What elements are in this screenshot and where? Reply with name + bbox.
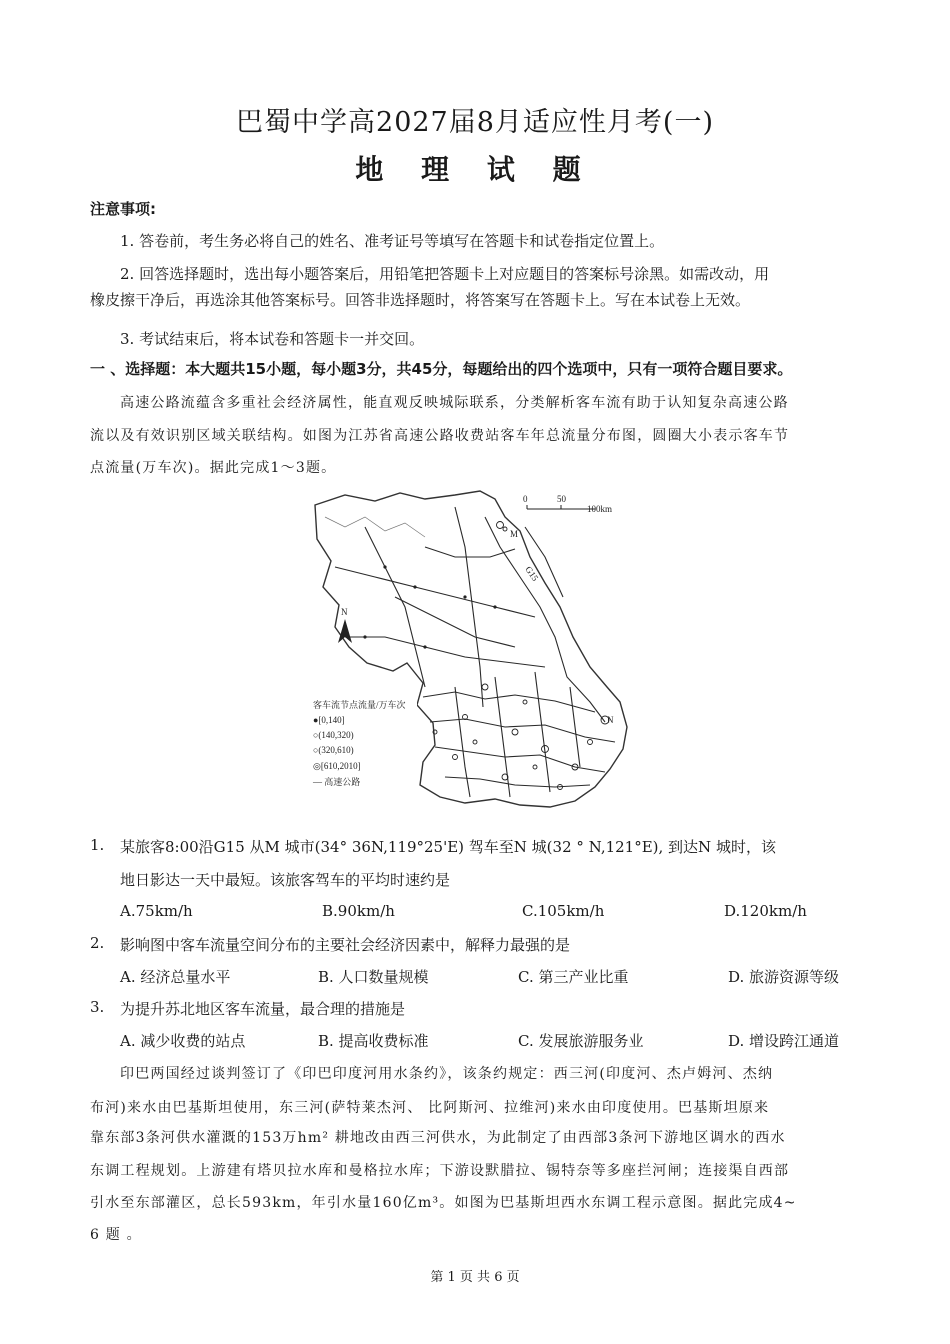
question-3-stem: 为提升苏北地区客车流量，最合理的措施是 (120, 1000, 406, 1018)
q3-option-d: D. 增设跨江通道 (728, 1032, 840, 1050)
question-1-stem-cont: 地日影达一天中最短。该旅客驾车的平均时速约是 (120, 871, 451, 889)
passage1-line-3: 点流量(万车次)。据此完成1～3题。 (90, 460, 337, 476)
legend-item-1: ●[0,140] (313, 715, 345, 725)
q2-option-c: C. 第三产业比重 (518, 968, 629, 986)
passage2-line-4: 东调工程规划。上游建有塔贝拉水库和曼格拉水库；下游设默腊拉、锡特奈等多座拦河闸；连接渠自西部 (90, 1163, 790, 1179)
q2-option-a: A. 经济总量水平 (120, 968, 231, 986)
passage2-line-5: 引水至东部灌区，总长593km，年引水量160亿m³。如图为巴基斯坦西水东调工程示意图。据此完成4~ (90, 1195, 797, 1211)
legend-title: 客车流节点流量/万车次 (313, 700, 406, 710)
q1-option-d: D.120km/h (724, 902, 807, 920)
legend-item-4: ◎[610,2010] (313, 761, 361, 771)
passage2-line-6: 6 题 。 (90, 1227, 142, 1243)
question-2-number: 2. (90, 934, 105, 952)
q1-option-b: B.90km/h (322, 902, 395, 920)
svg-text:N: N (341, 607, 348, 617)
subject-title: 地 理 试 题 (355, 153, 595, 186)
note-item-1: 1. 答卷前，考生务必将自己的姓名、准考证号等填写在答题卡和试卷指定位置上。 (120, 232, 665, 250)
jiangsu-highway-map (305, 487, 635, 812)
north-arrow-icon (338, 607, 352, 643)
question-1-number: 1. (90, 836, 105, 854)
legend-item-2: ○(140,320) (313, 730, 354, 740)
exam-title: 巴蜀中学高2027届8月适应性月考(一) (236, 107, 714, 138)
legend-item-3: ○(320,610) (313, 745, 354, 755)
passage2-line-2: 布河)来水由巴基斯坦使用，东三河(萨特莱杰河、 比阿斯河、拉维河)来水由印度使用。巴基斯坦原来 (90, 1100, 770, 1116)
question-3-number: 3. (90, 998, 105, 1016)
passage1-line-1: 高速公路流蕴含多重社会经济属性，能直观反映城际联系，分类解析客车流有助于认知复杂高速公路 (120, 395, 789, 411)
passage1-line-2: 流以及有效识别区域关联结构。如图为江苏省高速公路收费站客车年总流量分布图，圆圈大小表示客车节 (90, 428, 790, 444)
question-1-stem: 某旅客8:00沿G15 从M 城市(34° 36N,119°25'E) 驾车至N 城(32 ° N,121°E), 到达N 城时，该 (120, 838, 776, 856)
scale-label-0: 0 (523, 494, 528, 504)
scale-label-100: 100km (587, 504, 613, 514)
note-item-3: 3. 考试结束后，将本试卷和答题卡一并交回。 (120, 330, 425, 348)
passage2-line-1: 印巴两国经过谈判签订了《印巴印度河用水条约》，该条约规定：西三河(印度河、杰卢姆河、杰纳 (120, 1066, 774, 1082)
q2-option-d: D. 旅游资源等级 (728, 968, 840, 986)
scale-label-50: 50 (557, 494, 566, 504)
legend-item-5: — 高速公路 (313, 777, 361, 787)
q3-option-c: C. 发展旅游服务业 (518, 1032, 644, 1050)
g15-label: G15 (523, 564, 541, 583)
passage2-line-3: 靠东部3条河供水灌溉的153万hm² 耕地改由西三河供水，为此制定了由西部3条河下游地区调水的西水 (90, 1130, 786, 1146)
notes-heading: 注意事项: (90, 200, 156, 218)
page-footer: 第 1 页 共 6 页 (430, 1270, 520, 1285)
note-item-2: 2. 回答选择题时，选出每小题答案后，用铅笔把答题卡上对应题目的答案标号涂黑。如需改动，用 (120, 265, 770, 283)
question-2-stem: 影响图中客车流量空间分布的主要社会经济因素中，解释力最强的是 (120, 936, 571, 954)
section-heading: 一 、选择题：本大题共15小题，每小题3分，共45分，每题给出的四个选项中，只有一项符合题目要求。 (90, 360, 793, 378)
city-m-label: M (510, 529, 519, 539)
q3-option-a: A. 减少收费的站点 (120, 1032, 246, 1050)
q2-option-b: B. 人口数量规模 (318, 968, 429, 986)
note-item-2-cont: 橡皮擦干净后，再选涂其他答案标号。回答非选择题时，将答案写在答题卡上。写在本试卷上无效。 (90, 291, 751, 309)
q1-option-a: A.75km/h (120, 902, 193, 920)
q1-option-c: C.105km/h (522, 902, 605, 920)
q3-option-b: B. 提高收费标准 (318, 1032, 429, 1050)
city-n-label: N (607, 715, 614, 725)
